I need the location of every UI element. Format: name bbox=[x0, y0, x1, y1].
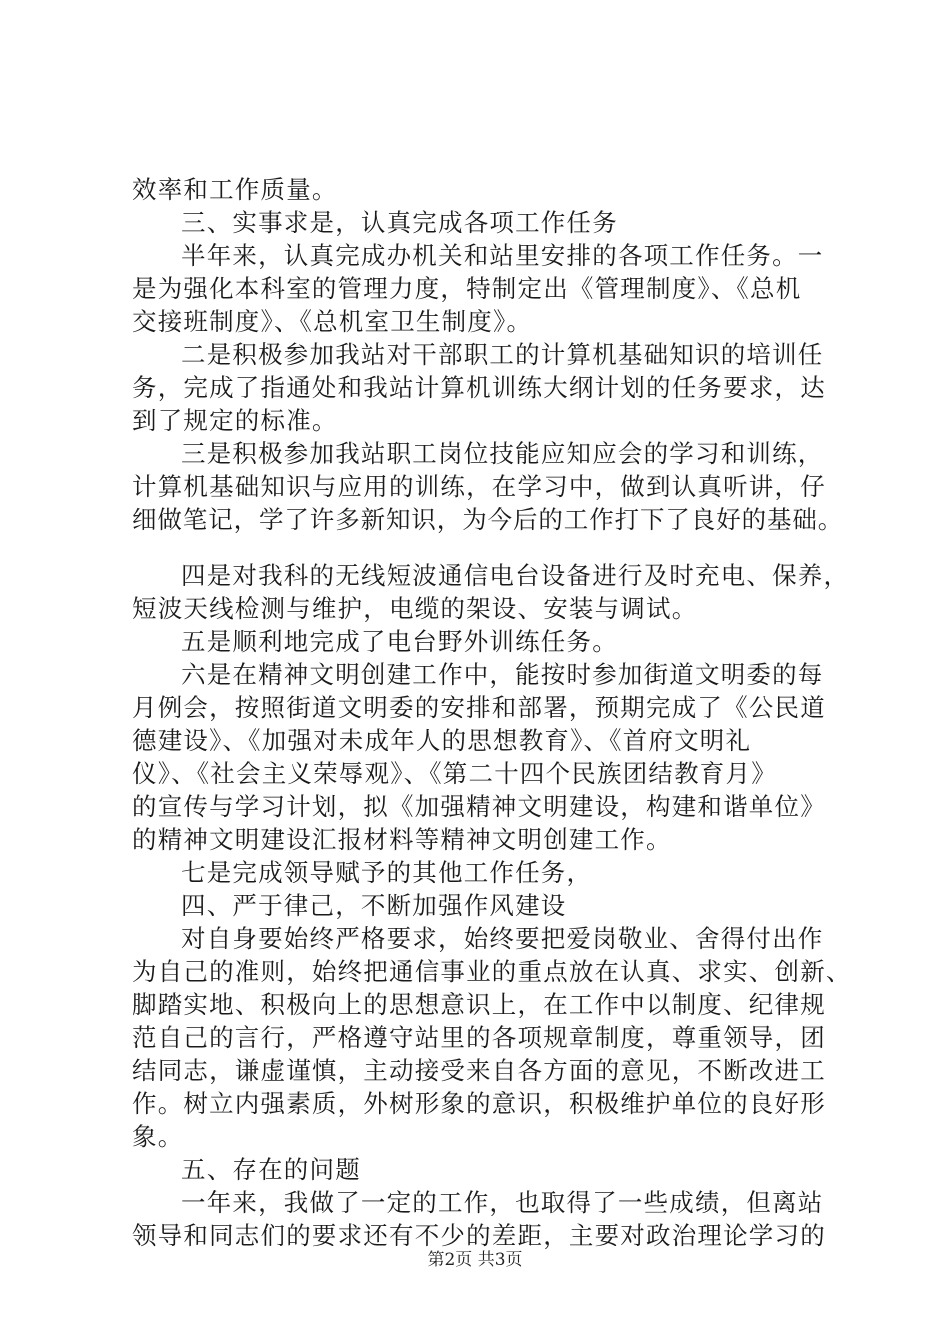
body-line: 半年来，认真完成办机关和站里安排的各项工作任务。一 bbox=[181, 241, 824, 270]
body-line: 短波天线检测与维护，电缆的架设、安装与调试。 bbox=[132, 594, 698, 623]
section-heading: 三、实事求是，认真完成各项工作任务 bbox=[181, 208, 618, 237]
body-line: 作。树立内强素质，外树形象的意识，积极维护单位的良好形 bbox=[132, 1089, 826, 1118]
body-line: 德建设》、《加强对未成年人的思想教育》、《首府文明礼 bbox=[132, 726, 752, 755]
section-heading: 五、存在的问题 bbox=[181, 1155, 361, 1184]
body-line: 七是完成领导赋予的其他工作任务， bbox=[181, 858, 593, 887]
body-line: 脚踏实地、积极向上的思想意识上，在工作中以制度、纪律规 bbox=[132, 990, 826, 1019]
body-line: 仪》、《社会主义荣辱观》、《第二十四个民族团结教育月》 bbox=[132, 759, 777, 788]
body-line: 五是顺利地完成了电台野外训练任务。 bbox=[181, 627, 618, 656]
body-line: 务，完成了指通处和我站计算机训练大纲计划的任务要求，达 bbox=[132, 373, 826, 402]
body-line: 为自己的准则，始终把通信事业的重点放在认真、求实、创新、 bbox=[132, 957, 852, 986]
page-number-footer: 第2页 共3页 bbox=[427, 1250, 523, 1270]
body-line: 六是在精神文明创建工作中，能按时参加街道文明委的每 bbox=[181, 660, 824, 689]
body-line: 交接班制度》、《总机室卫生制度》。 bbox=[132, 307, 533, 336]
body-line: 一年来，我做了一定的工作，也取得了一些成绩，但离站 bbox=[181, 1188, 824, 1217]
body-line: 月例会，按照街道文明委的安排和部署，预期完成了《公民道 bbox=[132, 693, 826, 722]
body-line: 范自己的言行，严格遵守站里的各项规章制度，尊重领导，团 bbox=[132, 1023, 826, 1052]
body-line: 的精神文明建设汇报材料等精神文明创建工作。 bbox=[132, 825, 672, 854]
body-line: 计算机基础知识与应用的训练，在学习中，做到认真听讲，仔 bbox=[132, 472, 826, 501]
body-line: 三是积极参加我站职工岗位技能应知应会的学习和训练， bbox=[181, 439, 824, 468]
body-line: 效率和工作质量。 bbox=[132, 175, 338, 204]
body-line: 对自身要始终严格要求，始终要把爱岗敬业、舍得付出作 bbox=[181, 924, 824, 953]
section-heading: 四、严于律己，不断加强作风建设 bbox=[181, 891, 567, 920]
body-line: 到了规定的标准。 bbox=[132, 406, 338, 435]
body-line: 四是对我科的无线短波通信电台设备进行及时充电、保养， bbox=[181, 561, 850, 590]
body-line: 细做笔记，学了许多新知识，为今后的工作打下了良好的基础。 bbox=[132, 505, 844, 534]
body-line: 结同志，谦虚谨慎，主动接受来自各方面的意见，不断改进工 bbox=[132, 1056, 826, 1085]
body-line: 是为强化本科室的管理力度，特制定出《管理制度》、《总机 bbox=[132, 274, 802, 303]
body-line: 二是积极参加我站对干部职工的计算机基础知识的培训任 bbox=[181, 340, 824, 369]
body-line: 象。 bbox=[132, 1122, 184, 1151]
body-line: 的宣传与学习计划，拟《加强精神文明建设，构建和谐单位》 bbox=[132, 792, 826, 821]
body-line: 领导和同志们的要求还有不少的差距，主要对政治理论学习的 bbox=[132, 1221, 826, 1250]
